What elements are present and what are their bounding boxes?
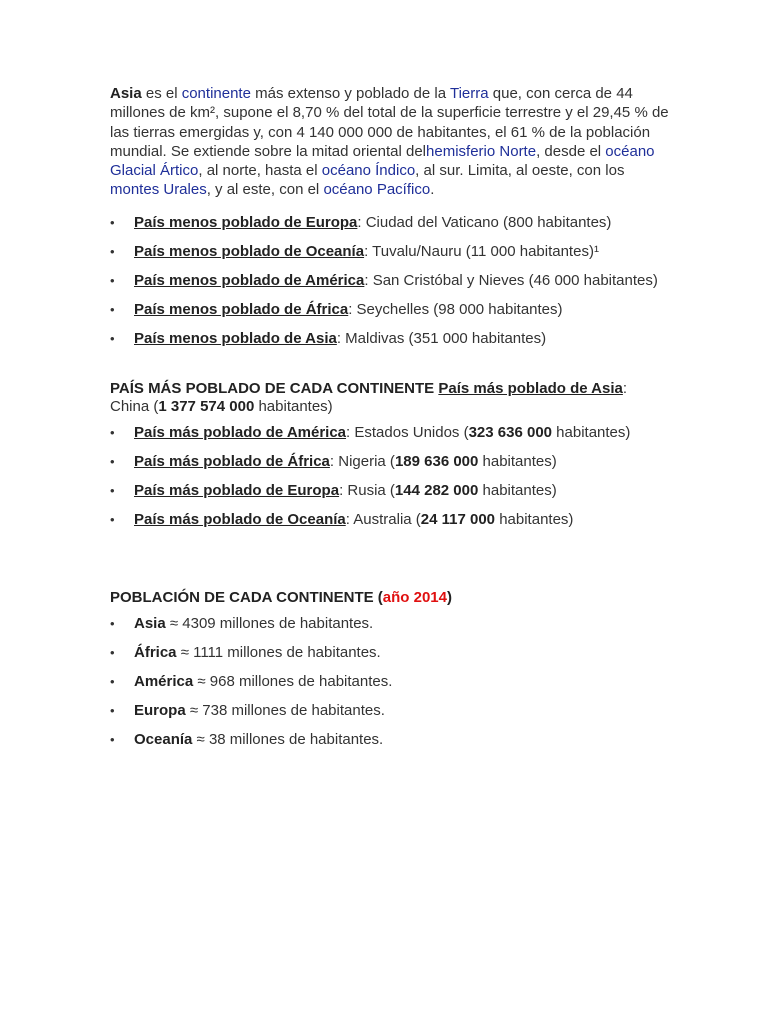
list-item: • Europa ≈ 738 millones de habitantes. [110,702,670,720]
population-list [110,615,670,749]
year-highlight: año 2014 [382,588,447,606]
list-item: • País menos poblado de Asia: Maldivas (351 000 habitantes) [110,330,670,348]
most-populated-list [110,424,670,529]
link-oceano-pacifico[interactable]: océano Pacífico [323,181,431,199]
item-label: País menos poblado de Europa [134,213,358,231]
item-label: País más poblado de Europa [134,481,340,499]
link-montes-urales[interactable]: montes Urales [110,181,207,199]
item-label: País más poblado de Asia [438,379,623,397]
list-item: • África ≈ 1111 millones de habitantes. [110,644,670,662]
list-item: • País menos poblado de Europa: Ciudad del Vaticano (800 habitantes) [110,214,670,232]
most-populated-heading: PAÍS MÁS POBLADO DE CADA CONTINENTE País más poblado de Asia: China (1 377 574 000 habitantes) [110,379,628,415]
item-label: País menos poblado de Oceanía [134,242,365,260]
list-item: • Oceanía ≈ 38 millones de habitantes. [110,731,670,749]
continent-name: Europa [134,701,186,719]
intro-paragraph: Asia es el continente más extenso y poblado de la Tierra que, con cerca de 44 millones de km², supone el 8,70 % del total de la superficie terrestre y el 29,45 % de las tierras emergidas y, con 4 140 000 000 de habitantes, el 61 % de la población mundial. Se extiende sobre la mitad oriental delhemisferio Norte, desde el océano Glacial Ártico, al norte, hasta el océano Índico, al sur. Limita, al oeste, con los montes Urales, y al este, con el océano Pacífico. [110,85,669,199]
intro-asia: Asia [110,85,142,102]
link-hemisferio-norte[interactable]: hemisferio Norte [426,142,537,160]
link-tierra[interactable]: Tierra [449,85,489,102]
continent-name: América [134,672,194,690]
list-item: • País más poblado de Oceanía: Australia (24 117 000 habitantes) [110,511,670,529]
list-item: • Asia ≈ 4309 millones de habitantes. [110,615,670,633]
least-populated-list [110,214,670,348]
list-item: • País menos poblado de América: San Cristóbal y Nieves (46 000 habitantes) [110,272,670,290]
item-label: País menos poblado de Asia [134,329,337,347]
continent-name: África [134,643,177,661]
link-oceano-indico[interactable]: océano Índico [321,162,416,180]
continent-name: Asia [134,614,166,632]
link-continente[interactable]: continente [181,85,251,102]
population-heading: POBLACIÓN DE CADA CONTINENTE (año 2014) [110,588,452,606]
list-item: • País menos poblado de Oceanía: Tuvalu/Nauru (11 000 habitantes)¹ [110,243,670,261]
list-item: • País más poblado de África: Nigeria (189 636 000 habitantes) [110,453,670,471]
continent-name: Oceanía [134,730,193,748]
item-label: País menos poblado de América [134,271,365,289]
link-oceano-glacial-artico[interactable]: océano Glacial Ártico [110,142,655,180]
item-label: País menos poblado de África [134,300,349,318]
item-label: País más poblado de África [134,452,330,470]
list-item: • País menos poblado de África: Seychelles (98 000 habitantes) [110,301,670,319]
item-label: País más poblado de América [134,423,347,441]
item-label: País más poblado de Oceanía [134,510,346,528]
list-item: • País más poblado de Europa: Rusia (144 282 000 habitantes) [110,482,670,500]
list-item: • País más poblado de América: Estados Unidos (323 636 000 habitantes) [110,424,670,442]
list-item: • América ≈ 968 millones de habitantes. [110,673,670,691]
document-body [110,84,670,760]
